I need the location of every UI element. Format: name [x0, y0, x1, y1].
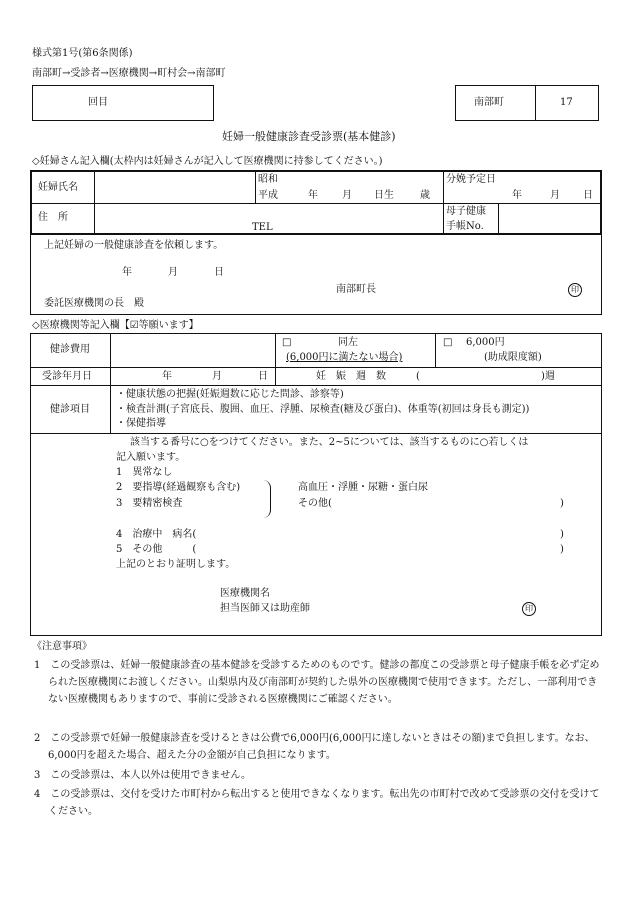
result-option: 2 要指導(経過観察も含む) — [116, 482, 241, 493]
facility-label: 医療機関名 — [220, 588, 270, 599]
address-label: 住 所 — [38, 212, 68, 223]
note-item: 3 この受診票は、本人以外は使用できません。 — [34, 770, 251, 781]
request-year-unit: 年 — [122, 267, 132, 278]
page-title: 妊婦一般健康診査受診票(基本健診) — [222, 130, 396, 143]
item-line: ・健康状態の把握(妊娠週数に応じた問診、診察等) — [116, 389, 344, 400]
routing-flow: 南部町→受診者→医療機関→町村会→南部町 — [32, 68, 226, 79]
exam-day-unit: 日 — [258, 371, 268, 382]
item-line: ・保健指導 — [116, 418, 166, 429]
due-year-unit: 年 — [512, 190, 522, 201]
result-option: 5 その他 ( — [116, 544, 197, 555]
handbook-label-2: 手帳No. — [446, 221, 484, 232]
notes-heading: 《注意事項》 — [32, 641, 92, 652]
era-heisei: 平成 — [258, 190, 278, 201]
opt-same-note: (6,000円に満たない場合) — [286, 352, 403, 363]
form-number: 様式第1号(第6条関係) — [32, 48, 133, 59]
divider — [435, 333, 436, 367]
close-paren: ) — [560, 544, 564, 555]
request-day-unit: 日 — [214, 267, 224, 278]
note-item: 1 この受診票は、妊婦一般健康診査の基本健診を受診するためのものです。健診の都度この受診票と母子健康手帳を必ず定められた医療機関にお渡しください。山梨県内及び南部町が契約した県外の医療機関で使用できます。ただし、一部利用できない医療機関もありますので、事前に受診される医療機関にご確認ください。 — [34, 660, 600, 705]
age-unit: 歳 — [420, 190, 430, 201]
due-month-unit: 月 — [550, 190, 560, 201]
divider — [94, 171, 95, 234]
brace — [262, 480, 271, 518]
divider — [275, 333, 276, 385]
close-paren: ) — [560, 498, 564, 509]
name-label: 妊婦氏名 — [38, 182, 78, 193]
request-text: 上記妊婦の一般健康診査を依頼します。 — [44, 240, 224, 251]
exam-month-unit: 月 — [212, 371, 222, 382]
item-line: ・検査計測(子宮底長、腹囲、血圧、浮腫、尿検査(糖及び蛋白)、体重等(初回は身長も測定)) — [116, 404, 530, 415]
certify-text: 上記のとおり証明します。 — [116, 559, 236, 570]
weeks-open-paren: ( — [416, 371, 420, 382]
divider — [31, 203, 601, 204]
opt-6000-note: (助成限度額) — [484, 352, 542, 363]
opt-6000-label: 6,000円 — [466, 337, 505, 348]
result-option: 3 要精密検査 — [116, 498, 183, 509]
note-item: 2 この受診票で妊婦一般健康診査を受けるときは公費で6,000円(6,000円に達しないときはその額)まで負担します。なお、6,000円を超えた場合、超えた分の金額が自己負担になります。 — [34, 733, 595, 761]
exam-year-unit: 年 — [162, 371, 172, 382]
divider — [443, 171, 444, 234]
request-month-unit: 月 — [168, 267, 178, 278]
mayor-seal-mark: 印 — [568, 283, 582, 297]
section2-heading: ◇医療機関等記入欄【☑等願います】 — [32, 320, 199, 331]
visit-count-label: 回目 — [88, 97, 108, 108]
due-day-unit: 日 — [583, 190, 593, 201]
divider — [498, 203, 499, 234]
addressee: 委託医療機関の長 殿 — [44, 298, 144, 309]
exam-date-label: 受診年月日 — [42, 371, 92, 382]
divider — [535, 85, 536, 121]
sub-option-conditions: 高血圧・浮腫・尿糖・蛋白尿 — [298, 482, 428, 493]
checkbox-6000[interactable]: □ — [443, 337, 453, 348]
birth-year-unit: 年 — [308, 190, 318, 201]
divider — [30, 367, 602, 368]
era-showa: 昭和 — [258, 174, 278, 185]
mayor-label: 南部町長 — [336, 284, 376, 295]
instruction-line-2: 記入願います。 — [116, 452, 186, 463]
opt-same-label: 同左 — [338, 337, 358, 348]
result-option: 1 異常なし — [116, 467, 173, 478]
items-label: 健診項目 — [50, 404, 90, 415]
section1-heading: ◇妊婦さん記入欄(太枠内は妊婦さんが記入して医療機関に持参してください。) — [32, 156, 383, 167]
note-item: 4 この受診票は、交付を受けた市町村から転出すると使用できなくなります。転出先の市町村で改めて受診票の交付を受けてください。 — [34, 789, 600, 817]
divider — [255, 171, 256, 203]
weeks-label: 妊 娠 週 数 — [316, 371, 386, 382]
divider — [30, 433, 602, 434]
visit-count-box — [32, 85, 214, 121]
checkbox-same[interactable]: □ — [282, 337, 292, 348]
weeks-close: )週 — [541, 371, 555, 382]
due-date-label: 分娩予定日 — [446, 174, 496, 185]
handbook-label-1: 母子健康 — [446, 206, 486, 217]
sub-option-other: その他( — [298, 498, 332, 509]
town-code: 17 — [560, 97, 573, 108]
result-option: 4 治療中 病名( — [116, 529, 197, 540]
instruction-line-1: 該当する番号に○をつけてください。また、2~5については、該当するものに○若しくは — [130, 437, 529, 448]
divider — [30, 385, 602, 386]
birth-month-unit: 月 — [342, 190, 352, 201]
fee-label: 健診費用 — [50, 344, 90, 355]
town-name: 南部町 — [474, 97, 504, 108]
birth-day-unit: 日生 — [374, 190, 394, 201]
doctor-seal-mark: 印 — [522, 602, 536, 616]
doctor-label: 担当医師又は助産師 — [220, 603, 310, 614]
tel-label: TEL — [252, 222, 273, 233]
close-paren: ) — [560, 529, 564, 540]
divider — [110, 333, 111, 433]
